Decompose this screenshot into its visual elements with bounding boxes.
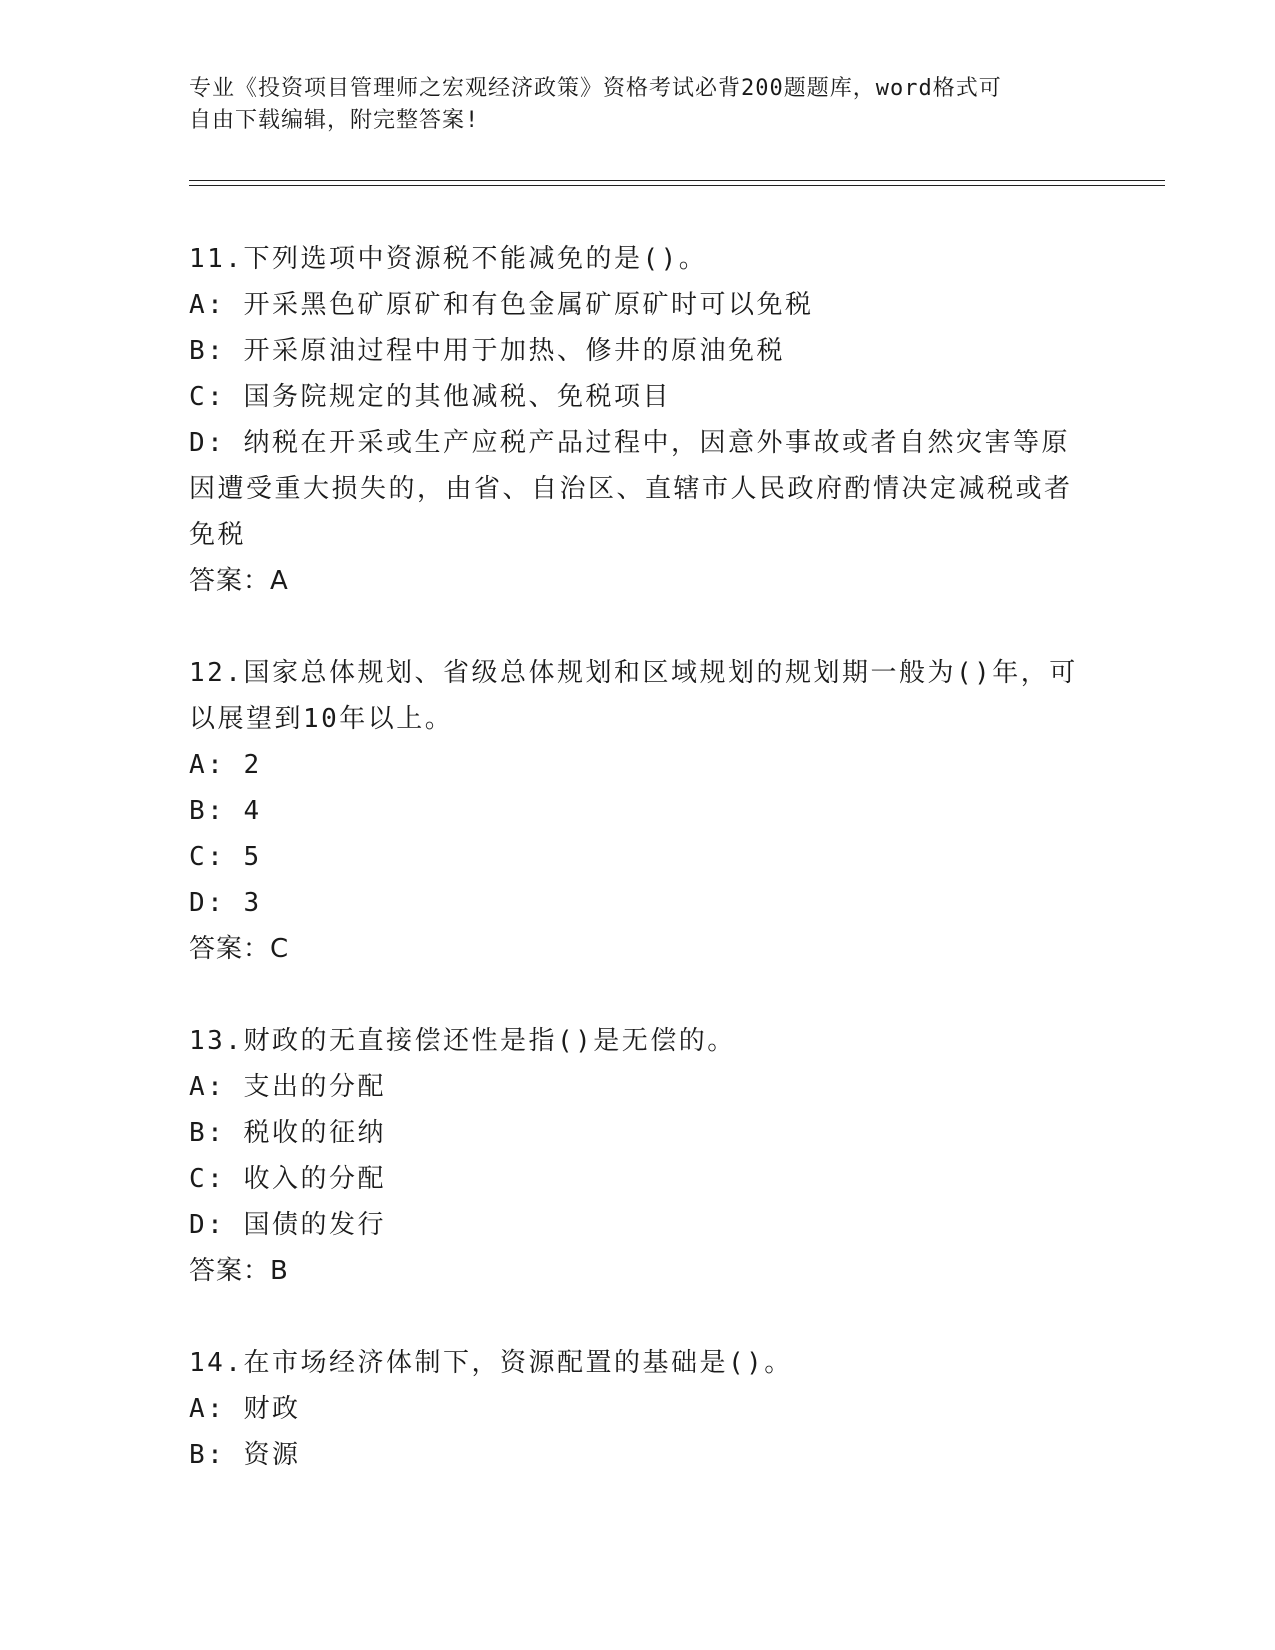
header-rule-top [189, 180, 1165, 181]
answer: 答案：B [189, 1256, 289, 1286]
option-c: C: 国务院规定的其他减税、免税项目 [189, 382, 671, 412]
option-d: D: 3 [189, 888, 262, 918]
question-14 [189, 1340, 1089, 1478]
question-13 [189, 1018, 1089, 1294]
option-b: B: 税收的征纳 [189, 1118, 386, 1148]
option-c: C: 5 [189, 842, 262, 872]
answer: 答案：A [189, 566, 289, 596]
option-b: B: 4 [189, 796, 262, 826]
answer: 答案：C [189, 934, 290, 964]
option-d: D: 国债的发行 [189, 1210, 386, 1240]
question-stem: 12.国家总体规划、省级总体规划和区域规划的规划期一般为()年，可以展望到10年以上。 [189, 658, 1078, 734]
header-title-line-1: 专业《投资项目管理师之宏观经济政策》资格考试必背200题题库，word格式可 [189, 76, 1002, 101]
option-c: C: 收入的分配 [189, 1164, 386, 1194]
option-a: A: 开采黑色矿原矿和有色金属矿原矿时可以免税 [189, 290, 814, 320]
header-title-line-2: 自由下载编辑，附完整答案! [189, 108, 480, 133]
header-rule-bottom [189, 185, 1165, 186]
document-header [189, 73, 1069, 137]
option-a: A: 2 [189, 750, 262, 780]
question-stem: 13.财政的无直接偿还性是指()是无偿的。 [189, 1026, 736, 1056]
question-12 [189, 650, 1089, 972]
option-a: A: 支出的分配 [189, 1072, 386, 1102]
option-b: B: 开采原油过程中用于加热、修井的原油免税 [189, 336, 785, 366]
question-stem: 14.在市场经济体制下，资源配置的基础是()。 [189, 1348, 793, 1378]
question-list [189, 236, 1089, 1524]
option-b: B: 资源 [189, 1440, 301, 1470]
option-a: A: 财政 [189, 1394, 301, 1424]
question-11 [189, 236, 1089, 604]
question-stem: 11.下列选项中资源税不能减免的是()。 [189, 244, 708, 274]
option-d: D: 纳税在开采或生产应税产品过程中，因意外事故或者自然灾害等原因遭受重大损失的，由省、自治区、直辖市人民政府酌情决定减税或者免税 [189, 428, 1073, 550]
